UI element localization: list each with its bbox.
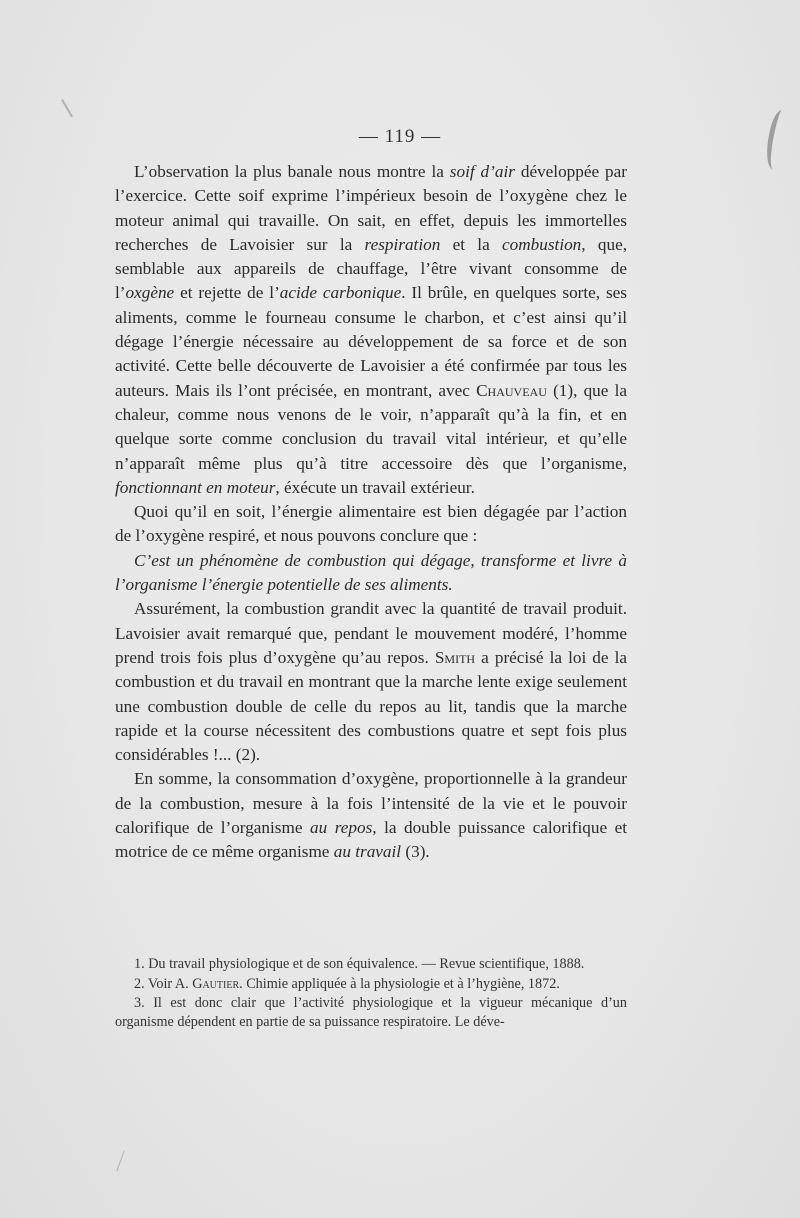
- text-run: et la: [440, 234, 503, 254]
- text-run: Quoi qu’il en soit, l’énergie alimentaire est bien dégagée par l’action de l’oxygène respiré, et nous pouvons conclure que :: [115, 502, 627, 546]
- italic-text-run: soif d’air: [449, 162, 515, 181]
- footnote-1: [115, 955, 627, 974]
- text-run: . Il brûle, en quelques sorte, ses aliments, comme le fourneau consume le charbon, et c’est ainsi qu’il dégage l’énergie nécessaire au développement de sa force et de son activité. Cette belle découverte de Lavoisier a été confirmée par tous les auteurs. Mais ils l’ont précisée, en montrant, avec: [115, 283, 627, 400]
- paragraph-energie-alimentaire: [115, 500, 627, 549]
- paragraph-soif-d-air: [115, 160, 627, 500]
- footnotes: [115, 955, 627, 1032]
- italic-text-run: au travail: [333, 842, 402, 862]
- text-run: 1. Du travail physiologique et de son équivalence. — Revue scientifique, 1888.: [134, 956, 585, 972]
- small-caps-name: Chauveau: [476, 380, 547, 400]
- text-run: 2. Voir A.: [134, 975, 193, 992]
- scan-stray-mark: [116, 1150, 125, 1171]
- text-run: développée par l’exercice. Cette soif exprime l’impérieux besoin de l’oxygène chez le moteur animal qui travaille. On sait, en effet, depuis les immortelles recherches de Lavoisier sur la: [115, 162, 627, 254]
- italic-text-run: au repos: [310, 818, 373, 838]
- text-run: (3).: [401, 842, 430, 862]
- italic-text-run: C’est un phénomène de combustion qui dégage, transforme et livre à l’organisme l’énergie potentielle de ses aliments.: [115, 550, 627, 595]
- footnote-3: [115, 994, 627, 1031]
- text-run: . Chimie appliquée à la physiologie et à l’hygiène, 1872.: [239, 975, 560, 992]
- body-text: [115, 160, 627, 865]
- text-run: , éxécute un travail extérieur.: [275, 477, 475, 497]
- italic-text-run: acide carbonique: [279, 283, 402, 303]
- text-run: a précisé la loi de la combustion et du travail en montrant que la marche lente exige seulement une combustion double de celle du repos au lit, tandis que la marche rapide et la course nécessitent des combustions quatre et sept fois plus considérables !... (2).: [115, 647, 627, 765]
- small-caps-name: Gautier: [192, 975, 240, 992]
- scan-stray-mark: [61, 99, 74, 118]
- text-run: En somme, la consommation d’oxygène, proportionnelle à la grandeur de la combustion, mesure à la fois l’intensité de la vie et le pouvoir calorifique de l’organisme: [115, 769, 627, 838]
- page-number: — 119 —: [358, 126, 442, 147]
- text-run: L’observation la plus banale nous montre la: [134, 162, 450, 181]
- paragraph-conclusion-italic: [115, 549, 627, 598]
- paragraph-en-somme: [115, 767, 627, 864]
- italic-text-run: fonctionnant en moteur: [115, 477, 276, 497]
- text-run: 3. Il est donc clair que l’activité physiologique et la vigueur mécanique d’un organisme dépendent en partie de sa puissance respiratoire. Le déve-: [115, 995, 627, 1030]
- italic-text-run: oxgène: [125, 283, 175, 303]
- italic-text-run: combustion: [502, 234, 582, 254]
- text-run: Assurément, la combustion grandit avec la quantité de travail produit. Lavoisier avait remarqué que, pendant le mouvement modéré, l’homme prend trois fois plus d’oxygène qu’au repos.: [115, 599, 627, 667]
- text-run: et rejette de l’: [174, 283, 280, 303]
- footnote-2: [115, 975, 627, 994]
- italic-text-run: respiration: [364, 234, 441, 254]
- text-run: , que, semblable aux appareils de chauffage, l’être vivant consomme de l’: [115, 234, 627, 303]
- text-run: , la double puissance calorifique et motrice de ce même organisme: [115, 818, 627, 862]
- text-run: (1), que la chaleur, comme nous venons de le voir, n’apparaît qu’à la fin, et en quelque sorte comme conclusion du travail vital intérieur, et qu’elle n’apparaît même plus qu’à titre accessoire dès que l’organisme,: [115, 380, 627, 473]
- paragraph-combustion-travail: [115, 597, 627, 767]
- small-caps-name: Smith: [434, 647, 476, 667]
